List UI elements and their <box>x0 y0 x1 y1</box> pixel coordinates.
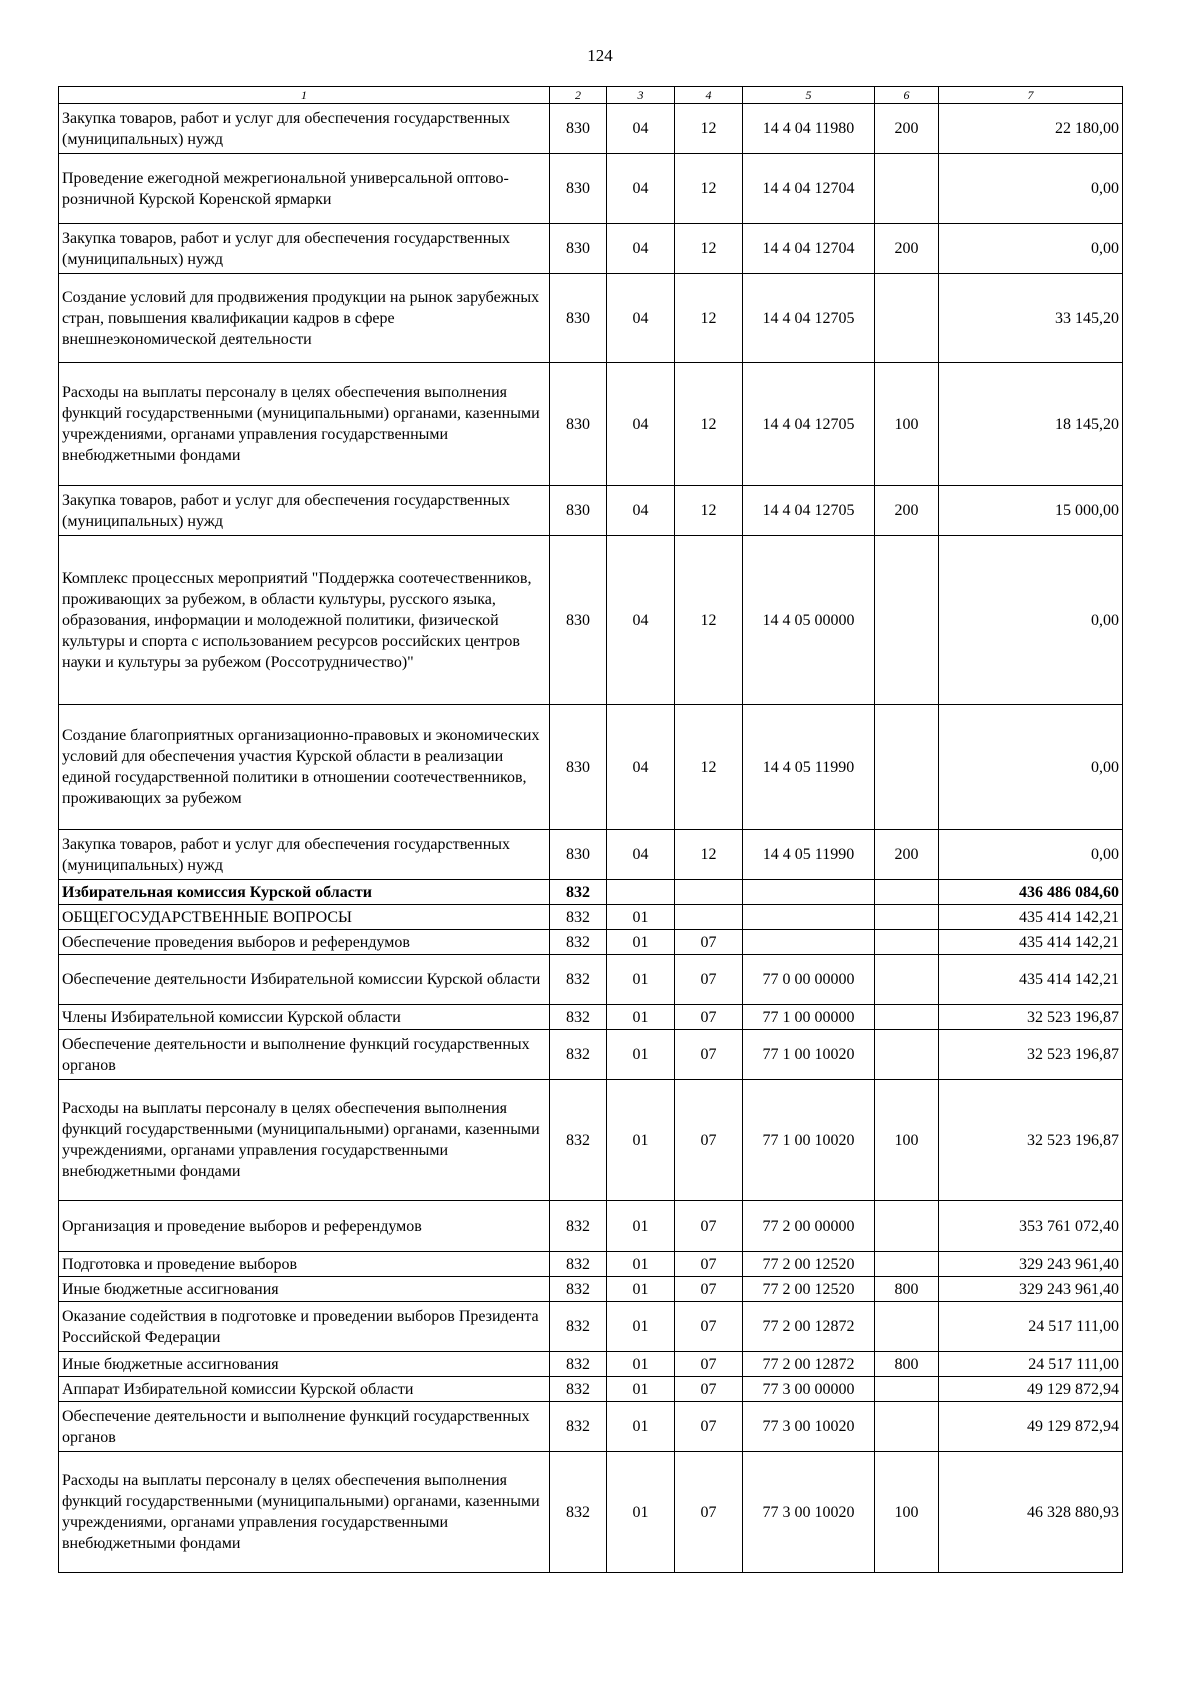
table-row <box>59 830 1123 880</box>
item-name: ОБЩЕГОСУДАРСТВЕННЫЕ ВОПРОСЫ <box>59 905 550 930</box>
amount: 0,00 <box>939 154 1123 224</box>
column-number: 7 <box>939 87 1123 104</box>
amount: 18 145,20 <box>939 363 1123 486</box>
department-code: 832 <box>550 1302 607 1352</box>
expense-type-code <box>875 1005 939 1030</box>
subsection-code: 12 <box>675 274 743 363</box>
expense-type-code <box>875 1030 939 1080</box>
department-code: 832 <box>550 880 607 905</box>
target-article-code: 77 1 00 00000 <box>743 1005 875 1030</box>
item-name: Обеспечение проведения выборов и референдумов <box>59 930 550 955</box>
section-code: 01 <box>607 1005 675 1030</box>
subsection-code <box>675 880 743 905</box>
department-code: 830 <box>550 104 607 154</box>
department-code: 832 <box>550 905 607 930</box>
target-article-code: 77 2 00 12872 <box>743 1352 875 1377</box>
table-row <box>59 274 1123 363</box>
subsection-code: 12 <box>675 224 743 274</box>
subsection-code: 12 <box>675 363 743 486</box>
target-article-code: 77 2 00 12872 <box>743 1302 875 1352</box>
subsection-code: 07 <box>675 1201 743 1252</box>
amount: 15 000,00 <box>939 486 1123 536</box>
table-row <box>59 154 1123 224</box>
budget-table <box>58 86 1123 1573</box>
subsection-code: 12 <box>675 536 743 705</box>
section-code: 01 <box>607 1452 675 1573</box>
amount: 329 243 961,40 <box>939 1252 1123 1277</box>
expense-type-code <box>875 1402 939 1452</box>
column-number-header <box>59 87 1123 104</box>
section-code: 01 <box>607 1252 675 1277</box>
table-row <box>59 1452 1123 1573</box>
table-row <box>59 536 1123 705</box>
table-row <box>59 930 1123 955</box>
department-code: 830 <box>550 224 607 274</box>
amount: 49 129 872,94 <box>939 1402 1123 1452</box>
department-code: 830 <box>550 705 607 830</box>
column-number: 1 <box>59 87 550 104</box>
target-article-code: 77 1 00 10020 <box>743 1030 875 1080</box>
amount: 436 486 084,60 <box>939 880 1123 905</box>
table-row <box>59 104 1123 154</box>
department-code: 832 <box>550 1252 607 1277</box>
item-name: Избирательная комиссия Курской области <box>59 880 550 905</box>
department-code: 830 <box>550 830 607 880</box>
amount: 0,00 <box>939 705 1123 830</box>
subsection-code: 12 <box>675 705 743 830</box>
amount: 24 517 111,00 <box>939 1352 1123 1377</box>
item-name: Создание условий для продвижения продукции на рынок зарубежных стран, повышения квалификации кадров в сфере внешнеэкономической деятельности <box>59 274 550 363</box>
subsection-code: 07 <box>675 1005 743 1030</box>
department-code: 830 <box>550 363 607 486</box>
item-name: Проведение ежегодной межрегиональной универсальной оптово-розничной Курской Коренской ярмарки <box>59 154 550 224</box>
section-code: 04 <box>607 154 675 224</box>
amount: 0,00 <box>939 830 1123 880</box>
amount: 435 414 142,21 <box>939 930 1123 955</box>
section-code: 04 <box>607 486 675 536</box>
item-name: Обеспечение деятельности Избирательной комиссии Курской области <box>59 955 550 1005</box>
item-name: Организация и проведение выборов и референдумов <box>59 1201 550 1252</box>
amount: 22 180,00 <box>939 104 1123 154</box>
section-code: 04 <box>607 104 675 154</box>
table-row <box>59 1030 1123 1080</box>
expense-type-code <box>875 1377 939 1402</box>
department-code: 832 <box>550 1402 607 1452</box>
section-code: 04 <box>607 830 675 880</box>
item-name: Оказание содействия в подготовке и проведении выборов Президента Российской Федерации <box>59 1302 550 1352</box>
target-article-code: 14 4 04 12704 <box>743 224 875 274</box>
table-row <box>59 1277 1123 1302</box>
subsection-code: 07 <box>675 1352 743 1377</box>
subsection-code: 07 <box>675 955 743 1005</box>
expense-type-code <box>875 154 939 224</box>
department-code: 832 <box>550 1452 607 1573</box>
expense-type-code: 200 <box>875 486 939 536</box>
table-row <box>59 880 1123 905</box>
column-number: 3 <box>607 87 675 104</box>
item-name: Расходы на выплаты персоналу в целях обеспечения выполнения функций государственными (муниципальными) органами, казенными учреждениями, органами управления государственными внебюджетными фондами <box>59 1452 550 1573</box>
table-row <box>59 905 1123 930</box>
amount: 329 243 961,40 <box>939 1277 1123 1302</box>
expense-type-code <box>875 930 939 955</box>
subsection-code: 07 <box>675 1277 743 1302</box>
expense-type-code <box>875 1302 939 1352</box>
target-article-code: 14 4 04 11980 <box>743 104 875 154</box>
expense-type-code: 200 <box>875 104 939 154</box>
item-name: Закупка товаров, работ и услуг для обеспечения государственных (муниципальных) нужд <box>59 486 550 536</box>
subsection-code: 12 <box>675 104 743 154</box>
target-article-code: 77 2 00 00000 <box>743 1201 875 1252</box>
item-name: Подготовка и проведение выборов <box>59 1252 550 1277</box>
expense-type-code <box>875 1201 939 1252</box>
subsection-code: 07 <box>675 1377 743 1402</box>
section-code: 04 <box>607 274 675 363</box>
item-name: Аппарат Избирательной комиссии Курской области <box>59 1377 550 1402</box>
table-row <box>59 1005 1123 1030</box>
table-row <box>59 1377 1123 1402</box>
item-name: Расходы на выплаты персоналу в целях обеспечения выполнения функций государственными (муниципальными) органами, казенными учреждениями, органами управления государственными внебюджетными фондами <box>59 1080 550 1201</box>
subsection-code: 07 <box>675 1452 743 1573</box>
column-number: 5 <box>743 87 875 104</box>
amount: 24 517 111,00 <box>939 1302 1123 1352</box>
table-row <box>59 1252 1123 1277</box>
amount: 435 414 142,21 <box>939 905 1123 930</box>
item-name: Иные бюджетные ассигнования <box>59 1352 550 1377</box>
column-number: 6 <box>875 87 939 104</box>
department-code: 830 <box>550 486 607 536</box>
amount: 32 523 196,87 <box>939 1030 1123 1080</box>
amount: 0,00 <box>939 536 1123 705</box>
section-code: 01 <box>607 1377 675 1402</box>
target-article-code <box>743 905 875 930</box>
amount: 32 523 196,87 <box>939 1005 1123 1030</box>
column-number: 4 <box>675 87 743 104</box>
table-row <box>59 1302 1123 1352</box>
department-code: 830 <box>550 154 607 224</box>
target-article-code: 77 1 00 10020 <box>743 1080 875 1201</box>
expense-type-code: 100 <box>875 363 939 486</box>
expense-type-code: 200 <box>875 224 939 274</box>
department-code: 832 <box>550 1080 607 1201</box>
expense-type-code: 100 <box>875 1452 939 1573</box>
subsection-code: 12 <box>675 830 743 880</box>
item-name: Комплекс процессных мероприятий "Поддержка соотечественников, проживающих за рубежом, в области культуры, русского языка, образования, информации и молодежной политики, физической культуры и спорта с использованием ресурсов российских центров науки и культуры за рубежом (Россотрудничество)" <box>59 536 550 705</box>
item-name: Члены Избирательной комиссии Курской области <box>59 1005 550 1030</box>
section-code: 01 <box>607 1402 675 1452</box>
target-article-code: 14 4 04 12705 <box>743 363 875 486</box>
item-name: Обеспечение деятельности и выполнение функций государственных органов <box>59 1402 550 1452</box>
subsection-code: 07 <box>675 1302 743 1352</box>
item-name: Закупка товаров, работ и услуг для обеспечения государственных (муниципальных) нужд <box>59 224 550 274</box>
section-code: 04 <box>607 705 675 830</box>
column-number: 2 <box>550 87 607 104</box>
target-article-code: 14 4 05 11990 <box>743 830 875 880</box>
amount: 32 523 196,87 <box>939 1080 1123 1201</box>
department-code: 832 <box>550 1005 607 1030</box>
table-row <box>59 486 1123 536</box>
amount: 49 129 872,94 <box>939 1377 1123 1402</box>
section-code: 04 <box>607 224 675 274</box>
subsection-code: 07 <box>675 1252 743 1277</box>
subsection-code: 12 <box>675 486 743 536</box>
amount: 0,00 <box>939 224 1123 274</box>
department-code: 832 <box>550 1352 607 1377</box>
department-code: 832 <box>550 1277 607 1302</box>
target-article-code: 14 4 04 12705 <box>743 274 875 363</box>
expense-type-code: 800 <box>875 1352 939 1377</box>
expense-type-code <box>875 705 939 830</box>
section-code: 01 <box>607 1302 675 1352</box>
department-code: 830 <box>550 274 607 363</box>
section-code: 01 <box>607 1352 675 1377</box>
expense-type-code <box>875 1252 939 1277</box>
item-name: Расходы на выплаты персоналу в целях обеспечения выполнения функций государственными (муниципальными) органами, казенными учреждениями, органами управления государственными внебюджетными фондами <box>59 363 550 486</box>
subsection-code: 12 <box>675 154 743 224</box>
item-name: Закупка товаров, работ и услуг для обеспечения государственных (муниципальных) нужд <box>59 830 550 880</box>
table-row <box>59 1080 1123 1201</box>
section-code: 01 <box>607 955 675 1005</box>
item-name: Иные бюджетные ассигнования <box>59 1277 550 1302</box>
expense-type-code <box>875 955 939 1005</box>
table-row <box>59 224 1123 274</box>
amount: 46 328 880,93 <box>939 1452 1123 1573</box>
item-name: Создание благоприятных организационно-правовых и экономических условий для обеспечения участия Курской области в реализации единой государственной политики в отношении соотечественников, проживающих за рубежом <box>59 705 550 830</box>
target-article-code <box>743 930 875 955</box>
table-row <box>59 363 1123 486</box>
expense-type-code: 100 <box>875 1080 939 1201</box>
table-row <box>59 705 1123 830</box>
department-code: 832 <box>550 1201 607 1252</box>
department-code: 830 <box>550 536 607 705</box>
section-code: 01 <box>607 930 675 955</box>
expense-type-code <box>875 536 939 705</box>
department-code: 832 <box>550 1377 607 1402</box>
target-article-code: 77 0 00 00000 <box>743 955 875 1005</box>
expense-type-code: 200 <box>875 830 939 880</box>
amount: 33 145,20 <box>939 274 1123 363</box>
page-number: 124 <box>587 46 613 65</box>
item-name: Закупка товаров, работ и услуг для обеспечения государственных (муниципальных) нужд <box>59 104 550 154</box>
amount: 435 414 142,21 <box>939 955 1123 1005</box>
section-code <box>607 880 675 905</box>
item-name: Обеспечение деятельности и выполнение функций государственных органов <box>59 1030 550 1080</box>
subsection-code: 07 <box>675 1402 743 1452</box>
expense-type-code: 800 <box>875 1277 939 1302</box>
section-code: 01 <box>607 1080 675 1201</box>
department-code: 832 <box>550 1030 607 1080</box>
target-article-code: 14 4 05 00000 <box>743 536 875 705</box>
section-code: 04 <box>607 363 675 486</box>
table-row <box>59 1352 1123 1377</box>
table-row <box>59 1402 1123 1452</box>
expense-type-code <box>875 274 939 363</box>
target-article-code: 77 2 00 12520 <box>743 1252 875 1277</box>
target-article-code: 77 2 00 12520 <box>743 1277 875 1302</box>
target-article-code: 14 4 04 12705 <box>743 486 875 536</box>
subsection-code: 07 <box>675 930 743 955</box>
expense-type-code <box>875 905 939 930</box>
subsection-code: 07 <box>675 1080 743 1201</box>
target-article-code: 77 3 00 00000 <box>743 1377 875 1402</box>
expense-type-code <box>875 880 939 905</box>
target-article-code: 77 3 00 10020 <box>743 1402 875 1452</box>
section-code: 01 <box>607 1201 675 1252</box>
table-row <box>59 1201 1123 1252</box>
amount: 353 761 072,40 <box>939 1201 1123 1252</box>
subsection-code: 07 <box>675 1030 743 1080</box>
table-row <box>59 955 1123 1005</box>
target-article-code: 14 4 05 11990 <box>743 705 875 830</box>
section-code: 04 <box>607 536 675 705</box>
target-article-code <box>743 880 875 905</box>
target-article-code: 77 3 00 10020 <box>743 1452 875 1573</box>
section-code: 01 <box>607 1277 675 1302</box>
subsection-code <box>675 905 743 930</box>
section-code: 01 <box>607 1030 675 1080</box>
section-code: 01 <box>607 905 675 930</box>
target-article-code: 14 4 04 12704 <box>743 154 875 224</box>
department-code: 832 <box>550 955 607 1005</box>
department-code: 832 <box>550 930 607 955</box>
